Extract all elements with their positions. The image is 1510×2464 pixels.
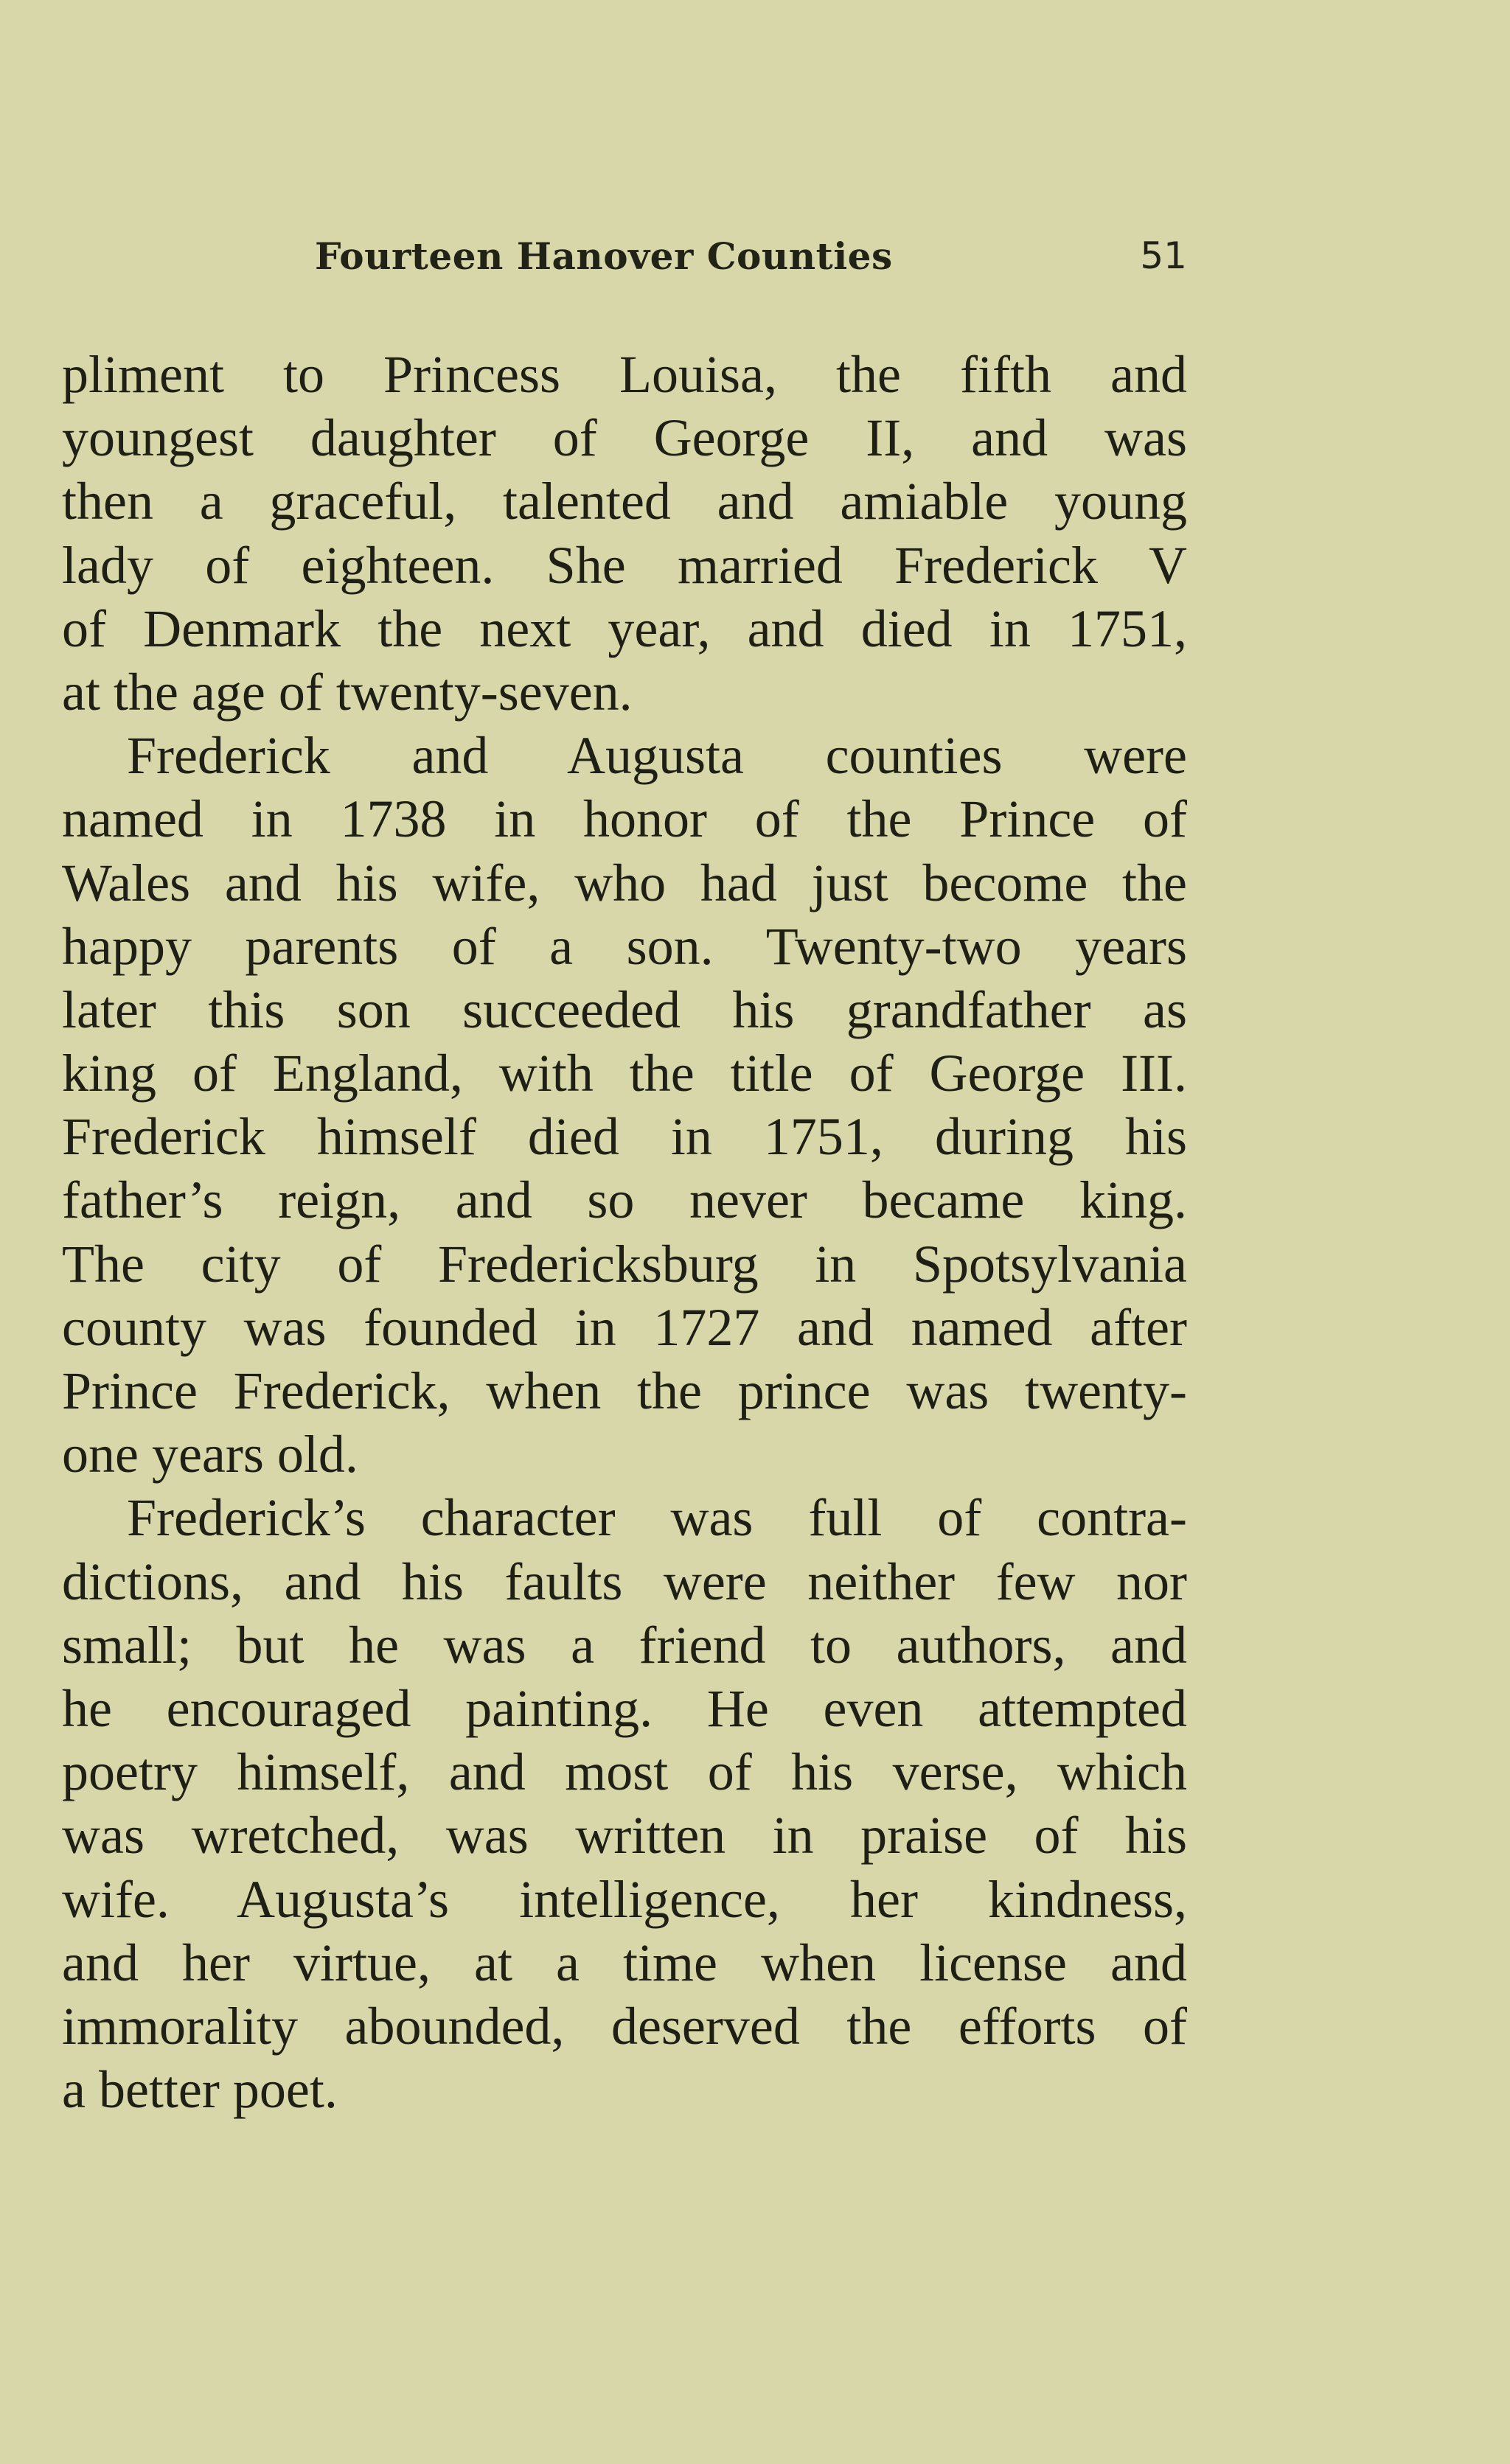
- text-line: king of England, with the title of George III.: [62, 1044, 1187, 1103]
- page-number: 51: [1140, 234, 1187, 277]
- running-title: Fourteen Hanover Counties: [315, 234, 893, 278]
- text-line: happy parents of a son. Twenty-two years: [62, 916, 1187, 976]
- text-line: small; but he was a friend to authors, and: [62, 1615, 1187, 1675]
- text-line: Frederick and Augusta counties were: [127, 726, 1187, 786]
- text-line: Prince Frederick, when the prince was twenty-: [62, 1361, 1187, 1420]
- text-line: dictions, and his faults were neither few nor: [62, 1552, 1187, 1611]
- text-line: father’s reign, and so never became king.: [62, 1170, 1187, 1230]
- text-line: immorality abounded, deserved the efforts of: [62, 1996, 1187, 2056]
- text-line: of Denmark the next year, and died in 1751,: [62, 598, 1187, 658]
- text-line: The city of Fredericksburg in Spotsylvania: [62, 1234, 1187, 1294]
- text-line: Frederick himself died in 1751, during his: [62, 1107, 1187, 1167]
- text-line: named in 1738 in honor of the Prince of: [62, 789, 1187, 849]
- text-line: county was founded in 1727 and named after: [62, 1297, 1187, 1357]
- text-line: Frederick’s character was full of contra-: [127, 1488, 1187, 1548]
- page-header: [310, 234, 1187, 286]
- text-line: then a graceful, talented and amiable young: [62, 472, 1187, 531]
- text-line: a better poet.: [62, 2060, 338, 2120]
- text-line: at the age of twenty-seven.: [62, 662, 633, 722]
- text-line: he encouraged painting. He even attempted: [62, 1678, 1187, 1738]
- text-line: pliment to Princess Louisa, the fifth and: [62, 345, 1187, 404]
- text-line: lady of eighteen. She married Frederick V: [62, 535, 1187, 595]
- text-line: later this son succeeded his grandfather as: [62, 980, 1187, 1039]
- text-line: one years old.: [62, 1425, 358, 1484]
- body-text: [62, 343, 1187, 2121]
- text-line: and her virtue, at a time when license and: [62, 1933, 1187, 1992]
- text-line: poetry himself, and most of his verse, which: [62, 1742, 1187, 1802]
- text-line: was wretched, was written in praise of his: [62, 1806, 1187, 1866]
- text-line: youngest daughter of George II, and was: [62, 408, 1187, 468]
- text-line: Wales and his wife, who had just become the: [62, 853, 1187, 912]
- text-line: wife. Augusta’s intelligence, her kindness,: [62, 1869, 1187, 1929]
